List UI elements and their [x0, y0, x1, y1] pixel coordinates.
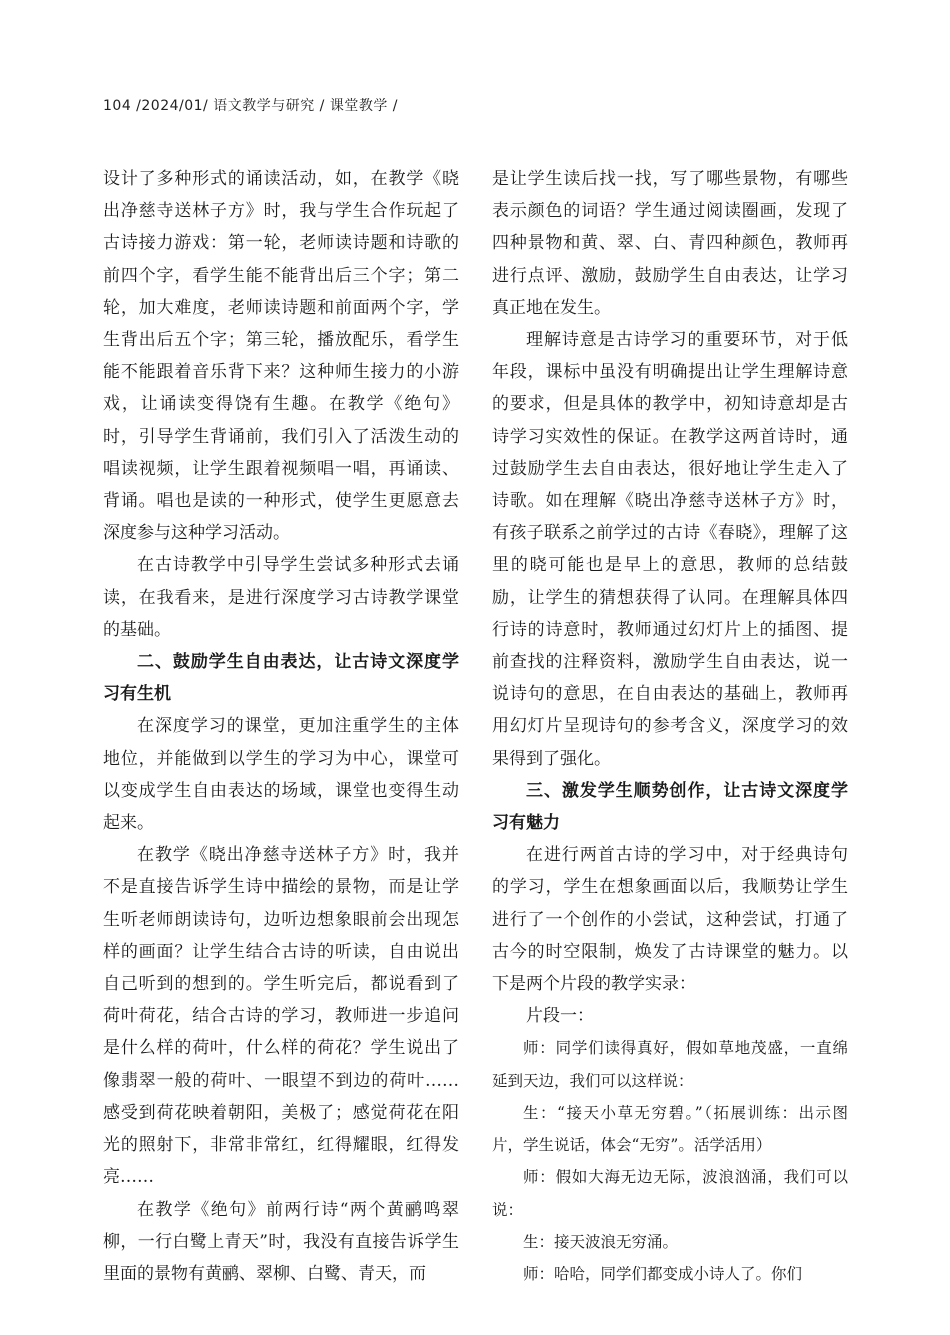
paragraph: 在深度学习的课堂，更加注重学生的主体地位，并能做到以学生的学习为中心，课堂可以变成学生自由表达的场域，课堂也变得生动起来。	[103, 716, 459, 834]
section-heading: 二、鼓励学生自由表达，让古诗文深度学习有生机	[103, 652, 459, 705]
left-column	[103, 163, 459, 1290]
section-heading: 三、激发学生顺势创作，让古诗文深度学习有魅力	[492, 780, 848, 834]
transcript-line: 师：哈哈，同学们都变成小诗人了。你们	[523, 1264, 803, 1283]
right-column	[492, 163, 848, 1290]
paragraph: 是让学生读后找一找，写了哪些景物，有哪些表示颜色的词语？学生通过阅读圈画，发现了四种景物和黄、翠、白、青四种颜色，教师再进行点评、激励，鼓励学生自由表达，让学习真正地在发生。	[492, 169, 848, 318]
paragraph: 理解诗意是古诗学习的重要环节，对于低年段，课标中虽没有明确提出让学生理解诗意的要求，但是具体的教学中，初知诗意却是古诗学习实效性的保证。在教学这两首诗时，通过鼓励学生去自由表达，很好地让学生走入了诗歌。如在理解《晓出净慈寺送林子方》时，有孩子联系之前学过的古诗《春晓》，理解了这里的晓可能也是早上的意思，教师的总结鼓励，让学生的猜想获得了认同。在理解具体四行诗的诗意时，教师通过幻灯片上的插图、提前查找的注释资料，激励学生自由表达，说一说诗句的意思，在自由表达的基础上，教师再用幻灯片呈现诗句的参考含义，深度学习的效果得到了强化。	[492, 330, 848, 769]
paragraph: 在教学《绝句》前两行诗“两个黄鹂鸣翠柳，一行白鹭上青天”时，我没有直接告诉学生里面的景物有黄鹂、翠柳、白鹭、青天，而	[103, 1199, 459, 1284]
paragraph: 片段一：	[526, 1006, 594, 1027]
paragraph: 设计了多种形式的诵读活动，如，在教学《晓出净慈寺送林子方》时，我与学生合作玩起了古诗接力游戏：第一轮，老师读诗题和诗歌的前四个字，看学生能不能背出后三个字；第二轮，加大难度，老师读诗题和前面两个字，学生背出后五个字；第三轮，播放配乐，看学生能不能跟着音乐背下来？这种师生接力的小游戏，让诵读变得饶有生趣。在教学《绝句》时，引导学生背诵前，我们引入了活泼生动的唱读视频，让学生跟着视频唱一唱，再诵读、背诵。唱也是读的一种形式，使学生更愿意去深度参与这种学习活动。	[103, 169, 459, 544]
paragraph: 在古诗教学中引导学生尝试多种形式去诵读，在我看来，是进行深度学习古诗教学课堂的基础。	[103, 555, 459, 640]
paragraph: 在教学《晓出净慈寺送林子方》时，我并不是直接告诉学生诗中描绘的景物，而是让学生听老师朗读诗句，边听边想象眼前会出现怎样的画面？让学生结合古诗的听读，自由说出自己听到的想到的。学生听完后，都说看到了荷叶荷花，结合古诗的学习，教师进一步追问是什么样的荷叶，什么样的荷花？学生说出了像翡翠一般的荷叶、一眼望不到边的荷叶……感受到荷花映着朝阳，美极了；感觉荷花在阳光的照射下，非常非常红，红得耀眼，红得发亮……	[103, 845, 459, 1188]
transcript-line: 生：接天波浪无穷涌。	[523, 1232, 679, 1251]
transcript-line: 师：同学们读得真好，假如草地茂盛，一直绵延到天边，我们可以这样说：	[492, 1039, 848, 1090]
paragraph: 在进行两首古诗的学习中，对于经典诗句的学习，学生在想象画面以后，我顺势让学生进行了一个创作的小尝试，这种尝试，打通了古今的时空限制，焕发了古诗课堂的魅力。以下是两个片段的教学实录：	[492, 845, 848, 995]
transcript-line: 生：“接天小草无穷碧。”（拓展训练：出示图片，学生说话，体会“无穷”。活学活用）	[492, 1103, 848, 1155]
transcript-line: 师：假如大海无边无际，波浪汹涌，我们可以说：	[492, 1168, 848, 1219]
running-head: 104 /2024/01/ 语文教学与研究 / 课堂教学 /	[103, 98, 398, 114]
